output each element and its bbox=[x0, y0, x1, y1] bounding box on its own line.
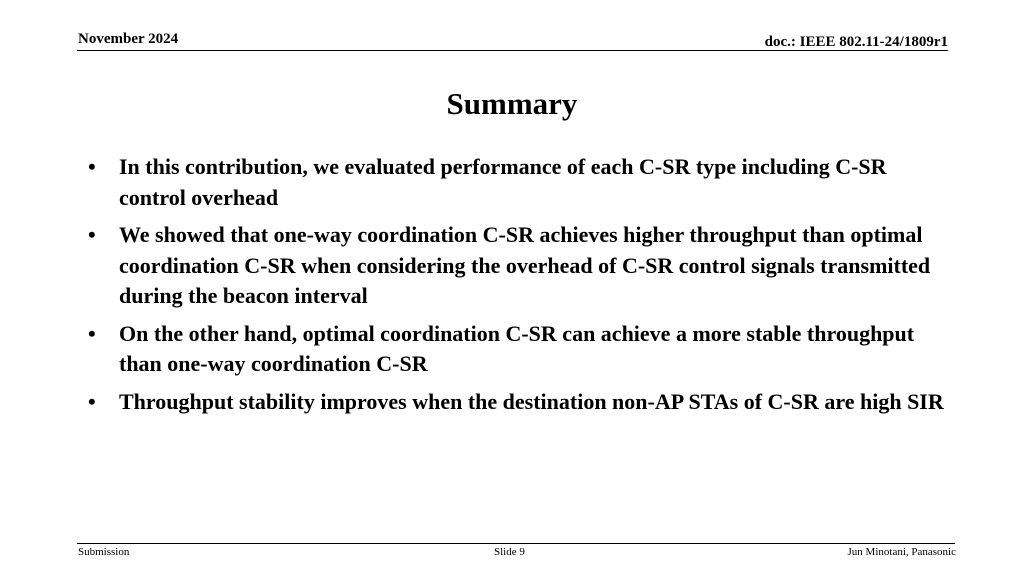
bullet-text: On the other hand, optimal coordination C-SR can achieve a more stable throughput than one-way coordination C-SR bbox=[119, 320, 915, 376]
header-doc-id: doc.: IEEE 802.11-24/1809r1 bbox=[764, 34, 948, 50]
header-date: November 2024 bbox=[78, 31, 179, 47]
bullet-text: Throughput stability improves when the destination non-AP STAs of C-SR are high SIR bbox=[119, 388, 944, 414]
header-divider bbox=[77, 50, 948, 51]
bullet-item bbox=[85, 319, 955, 380]
bullet-item bbox=[85, 220, 955, 312]
footer-author: Jun Minotani, Panasonic bbox=[847, 546, 956, 558]
bullet-dot-icon: • bbox=[88, 388, 96, 414]
bullet-item bbox=[85, 152, 955, 213]
bullet-dot-icon: • bbox=[88, 154, 96, 179]
bullet-list bbox=[85, 152, 955, 424]
footer-submission: Submission bbox=[78, 546, 130, 558]
slide-title: Summary bbox=[446, 86, 578, 121]
bullet-text: In this contribution, we evaluated performance of each C-SR type including C-SR control overhead bbox=[119, 154, 887, 210]
bullet-dot-icon: • bbox=[88, 222, 96, 247]
footer-slide-number: Slide 9 bbox=[494, 546, 525, 558]
footer-divider bbox=[77, 543, 955, 544]
bullet-item bbox=[85, 387, 955, 418]
bullet-text: We showed that one-way coordination C-SR achieves higher throughput than optimal coordination C-SR when considering the overhead of C-SR control signals transmitted during the beacon interval bbox=[119, 222, 931, 308]
bullet-dot-icon: • bbox=[88, 320, 96, 346]
